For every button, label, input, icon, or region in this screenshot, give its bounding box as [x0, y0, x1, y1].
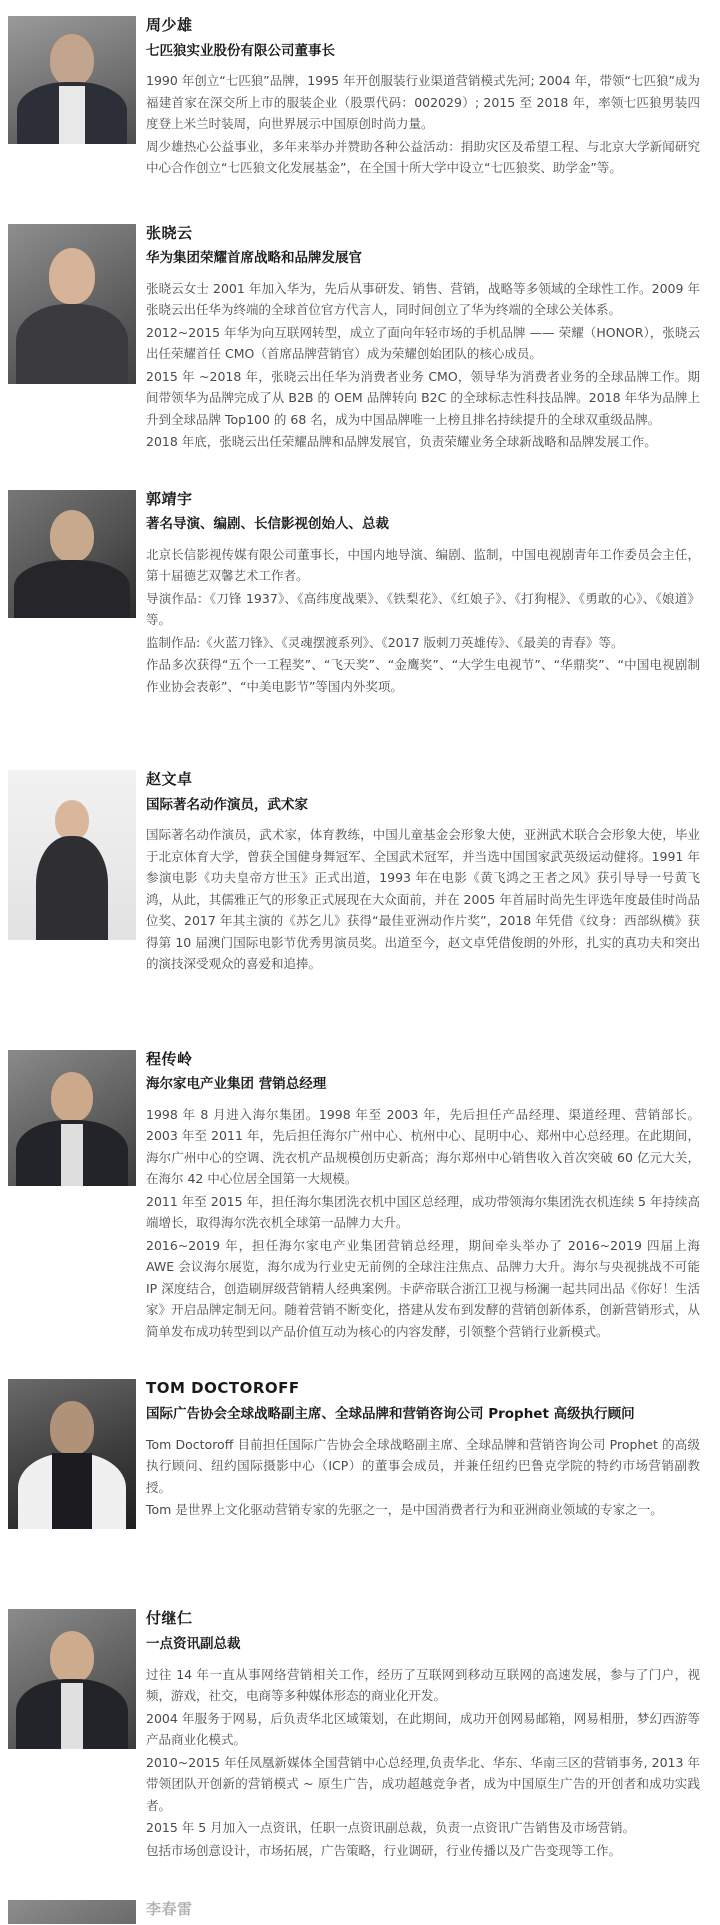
speaker-title: 七匹狼实业股份有限公司董事长: [146, 42, 335, 59]
profile-entry-1: [0, 14, 720, 180]
profile-entry-4: [0, 768, 720, 976]
bio-paragraph: 2018 年底，张晓云出任荣耀品牌和品牌发展官，负责荣耀业务全球新战略和品牌发展工作。: [146, 434, 657, 450]
speaker-name: 赵文卓: [146, 770, 193, 789]
photo-column: [8, 222, 144, 384]
speaker-bio: [146, 1434, 700, 1521]
speaker-name: 张晓云: [146, 223, 193, 242]
text-column: [144, 1898, 704, 1925]
speaker-name: 程传岭: [146, 1049, 193, 1068]
photo-column: [8, 488, 144, 618]
bio-paragraph: Tom Doctoroff 目前担任国际广告协会全球战略副主席、全球品牌和营销咨询公司 Prophet 的高级执行顾问、纽约国际摄影中心（ICP）的董事会成员，并兼任纽约巴鲁克学院的特约市场营销副教授。: [146, 1436, 700, 1495]
speaker-photo: [8, 224, 136, 384]
speaker-title: 一点资讯副总裁: [146, 1635, 241, 1652]
speaker-bio: [146, 278, 700, 453]
speaker-bio: [146, 1104, 700, 1343]
bio-paragraph: 2015 年 5 月加入一点资讯，任职一点资讯副总裁，负责一点资讯广告销售及市场营销。: [146, 1820, 636, 1836]
profile-entry-partial: [0, 1898, 720, 1925]
speaker-photo: [8, 1050, 136, 1186]
speaker-title: 国际著名动作演员，武术家: [146, 796, 308, 813]
text-column: [144, 222, 704, 454]
bio-paragraph: 监制作品:《火蓝刀锋》、《灵魂摆渡系列》、《2017 版刺刀英雄传》、《最美的青春》等。: [146, 634, 624, 650]
bio-paragraph: 过往 14 年一直从事网络营销相关工作，经历了互联网到移动互联网的高速发展，参与了门户，视频，游戏，社交，电商等多种媒体形态的商业化开发。: [146, 1666, 700, 1704]
profile-entry-7: [0, 1607, 720, 1862]
bio-paragraph: 周少雄热心公益事业，多年来举办并赞助各种公益活动：捐助灾区及希望工程、与北京大学新闻研究中心合作创立“七匹狼文化发展基金”，在全国十所大学中设立“七匹狼奖、助学金”等。: [146, 138, 700, 176]
bio-paragraph: 1990 年创立“七匹狼”品牌，1995 年开创服装行业渠道营销模式先河; 2004 年，带领“七匹狼”成为福建首家在深交所上市的服装企业（股票代码：002029）; 2015 至 2018 年，率领七匹狼男装四度登上米兰时装周，向世界展示中国原创时尚力量。: [146, 73, 700, 132]
photo-column: [8, 1898, 144, 1924]
photo-column: [8, 1607, 144, 1749]
bio-paragraph: Tom 是世界上文化驱动营销专家的先驱之一，是中国消费者行为和亚洲商业领域的专家之一。: [146, 1502, 663, 1518]
text-column: [144, 1048, 704, 1344]
speaker-name: 李春雷: [146, 1900, 193, 1919]
bio-paragraph: 2004 年服务于网易，后负责华北区域策划，在此期间，成功开创网易邮箱，网易相册，梦幻西游等产品商业化模式。: [146, 1710, 700, 1748]
bio-paragraph: 北京长信影视传媒有限公司董事长，中国内地导演、编剧、监制，中国电视剧青年工作委员会主任，第十届德艺双馨艺术工作者。: [146, 546, 700, 584]
bio-paragraph: 包括市场创意设计，市场拓展，广告策略，行业调研，行业传播以及广告变现等工作。: [146, 1842, 622, 1858]
photo-column: [8, 768, 144, 940]
speaker-title: 国际广告协会全球战略副主席、全球品牌和营销咨询公司 Prophet 高级执行顾问: [146, 1405, 635, 1422]
photo-column: [8, 1377, 144, 1529]
bio-paragraph: 2010~2015 年任凤凰新媒体全国营销中心总经理,负责华北、华东、华南三区的营销事务, 2013 年带领团队开创新的营销模式 ~ 原生广告，成功超越竞争者，成为中国原生广告的开创者和成功实践者。: [146, 1754, 700, 1813]
speaker-name: 付继仁: [146, 1609, 193, 1628]
bio-paragraph: 作品多次获得“五个一工程奖”、“飞天奖”、“金鹰奖”、“大学生电视节”、“华鼎奖”、“中国电视剧制作业协会表彰”、“中美电影节”等国内外奖项。: [146, 657, 700, 694]
speaker-bio: [146, 1664, 700, 1862]
speaker-photo: [8, 1900, 136, 1924]
text-column: [144, 488, 704, 699]
bio-paragraph: 2015 年 ~2018 年，张晓云出任华为消费者业务 CMO，领导华为消费者业务的全球品牌工作。期间带领华为品牌完成了从 B2B 的 OEM 品牌转向 B2C 的全球标志性科技品牌。2018 年华为品牌上升到全球品牌 Top100 的 68 名，成为中国品牌唯一上榜且排名持续提升的全球双重级品牌。: [146, 368, 700, 427]
speaker-name: TOM DOCTOROFF: [146, 1379, 300, 1398]
text-column: [144, 1377, 704, 1521]
top-spacer: [0, 0, 720, 14]
speaker-photo: [8, 16, 136, 144]
bio-paragraph: 1998 年 8 月进入海尔集团。1998 年至 2003 年，先后担任产品经理、渠道经理、营销部长。2003 年至 2011 年，先后担任海尔广州中心、杭州中心、昆明中心、郑州中心总经理。在此期间，海尔广州中心的空调、洗衣机产品规模创历史新高；海尔郑州中心销售收入首次突破 60 亿元大关，在海尔 42 中心位居全国第一大规模。: [146, 1106, 700, 1187]
text-column: [144, 14, 704, 180]
speaker-photo: [8, 1609, 136, 1749]
speaker-title: 海尔家电产业集团 营销总经理: [146, 1076, 327, 1093]
speaker-name: 周少雄: [146, 16, 193, 34]
speaker-name: 郭靖宇: [146, 489, 193, 508]
bio-paragraph: 张晓云女士 2001 年加入华为，先后从事研发、销售、营销，战略等多领域的全球性工作。2009 年张晓云出任华为终端的全球首位官方代言人，同时间创立了华为终端的全球公关体系。: [146, 280, 700, 318]
speaker-bio: [146, 70, 700, 179]
bio-paragraph: 导演作品：《刀锋 1937》、《高纬度战栗》、《铁梨花》、《红娘子》、《打狗棍》、《勇敢的心》、《娘道》等。: [146, 590, 700, 628]
speaker-bio: [146, 824, 700, 975]
photo-column: [8, 14, 144, 144]
profile-entry-3: [0, 488, 720, 699]
photo-column: [8, 1048, 144, 1186]
speaker-title: 著名导演、编剧、长信影视创始人、总裁: [146, 516, 389, 533]
bio-paragraph: 2011 年至 2015 年，担任海尔集团洗衣机中国区总经理，成功带领海尔集团洗衣机连续 5 年持续高端增长，取得海尔洗衣机全球第一品牌力大升。: [146, 1193, 700, 1231]
profile-entry-5: [0, 1048, 720, 1344]
text-column: [144, 1607, 704, 1862]
bio-paragraph: 国际著名动作演员，武术家，体育教练，中国儿童基金会形象大使，亚洲武术联合会形象大使，毕业于北京体育大学，曾获全国健身舞冠军、全国武术冠军，并当选中国国家武英级运动健将。1991 年参演电影《功夫皇帝方世玉》正式出道，1993 年在电影《黄飞鸿之王者之风》获引导导一号黄飞鸿，从此，其儒雅正气的形象正式展现在大众面前，并在 2005 年首届时尚先生评选年度最佳时尚品位奖、2017 年其主演的《苏乞儿》获得“最佳亚洲动作片奖”，2018 年凭借《纹身：西部纵横》获得第 10 届澳门国际电影节优秀男演员奖。出道至今，赵文卓凭借俊朗的外形，扎实的真功夫和突出的演技深受观众的喜爱和追捧。: [146, 827, 700, 972]
bio-paragraph: 2012~2015 年华为向互联网转型，成立了面向年轻市场的手机品牌 —— 荣耀（HONOR），张晓云出任荣耀首任 CMO（首席品牌营销官）成为荣耀创始团队的核心成员。: [146, 324, 700, 362]
bio-paragraph: 2016~2019 年，担任海尔家电产业集团营销总经理，期间牵头举办了 2016~2019 四届上海 AWE 会议海尔展览，海尔成为行业史无前例的全球注注焦点、品牌力大升。海尔与央视挑战不可能 IP 深度结合，创造刷屏级营销精人经典案例。卡萨帝联合浙江卫视与杨澜一起共同出品《你好！生活家》开启品牌定制无问。随着营销不断变化，搭建从发布到发酵的营销创新体系，创新营销形式，从简单发布成功转型到以产品价值互动为核心的内容发酵，引领整个营销行业新模式。: [146, 1237, 700, 1339]
speaker-photo: [8, 770, 136, 940]
speaker-title: 华为集团荣耀首席战略和品牌发展官: [146, 250, 362, 267]
speaker-bio: [146, 544, 700, 698]
speaker-photo: [8, 1379, 136, 1529]
profile-entry-6: [0, 1377, 720, 1529]
speaker-photo: [8, 490, 136, 618]
profile-entry-2: [0, 222, 720, 454]
text-column: [144, 768, 704, 976]
